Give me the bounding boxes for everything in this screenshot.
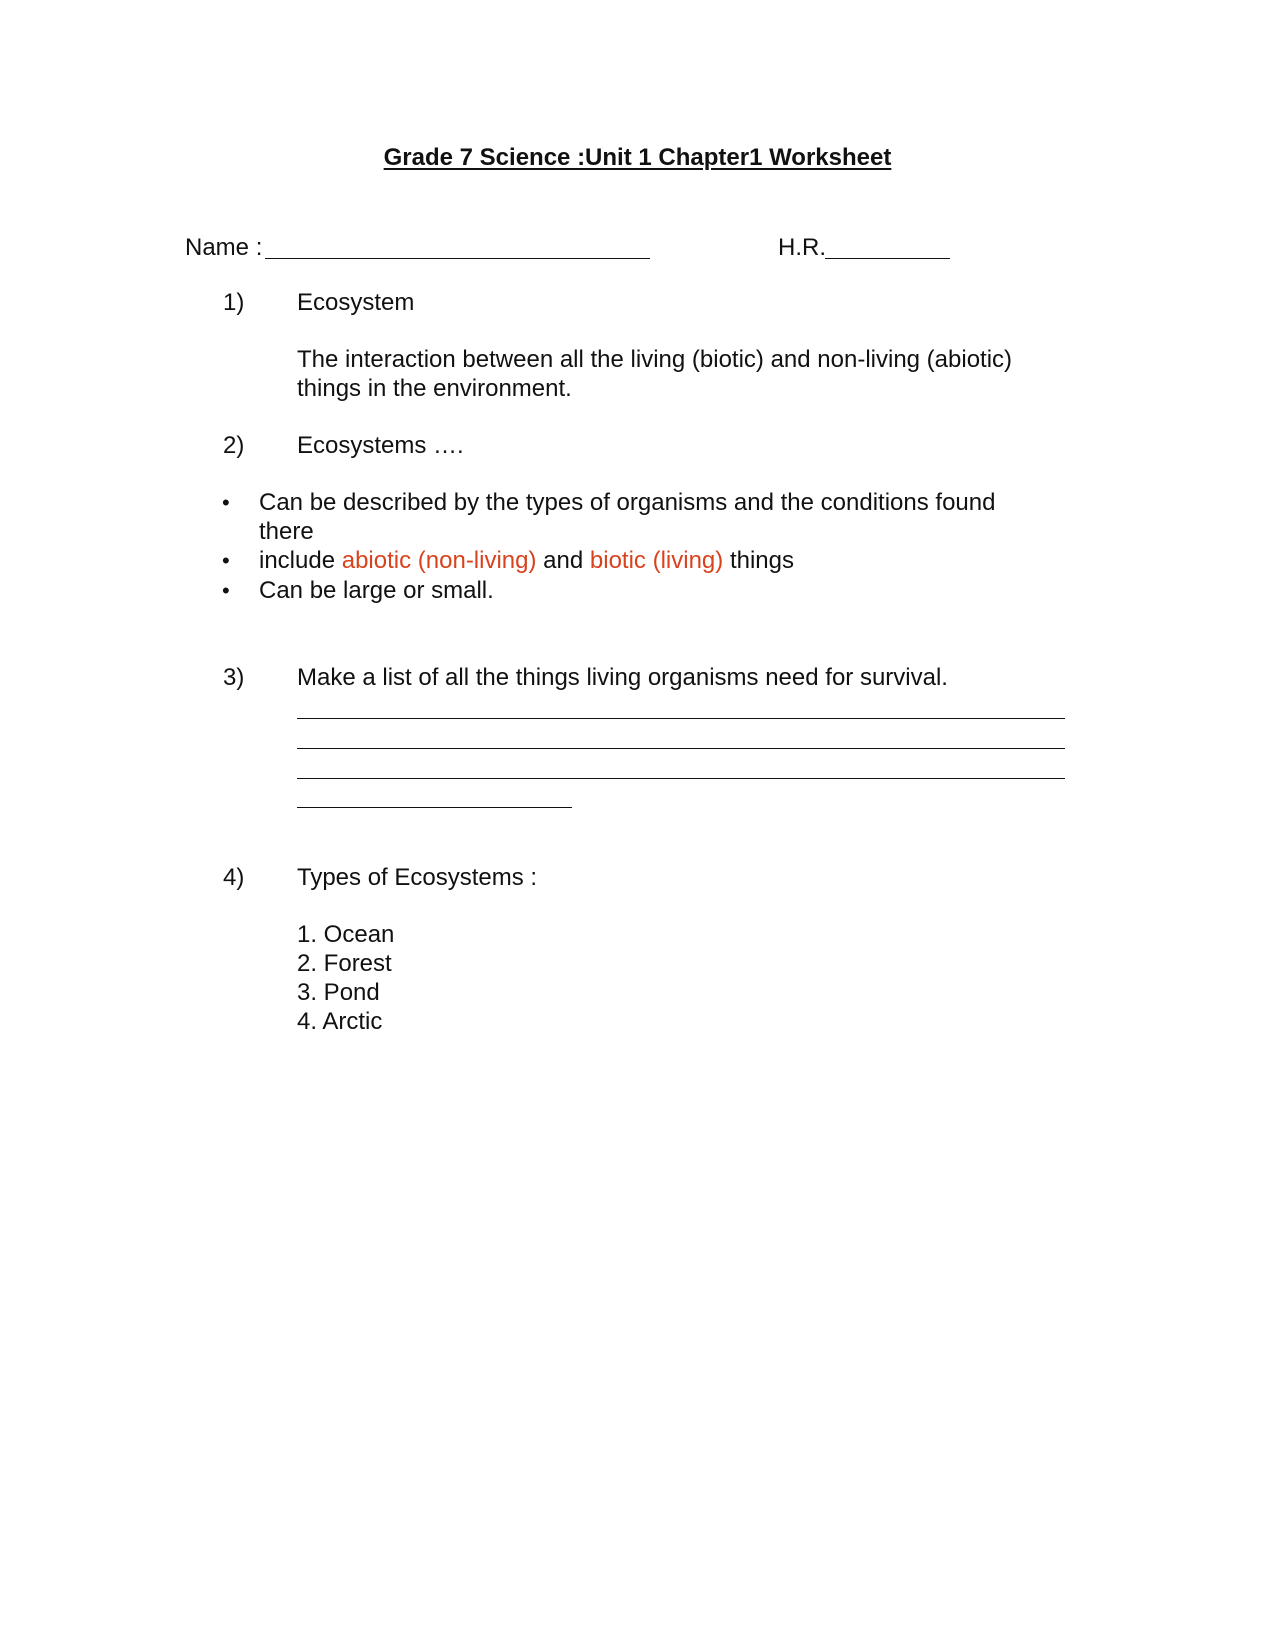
section-2-number: 2) xyxy=(223,432,245,459)
section-1-heading: Ecosystem xyxy=(297,289,415,316)
answer-line-2[interactable] xyxy=(297,748,1065,749)
name-blank[interactable] xyxy=(265,258,650,259)
bullet-icon: • xyxy=(222,578,230,603)
section-2-heading: Ecosystems …. xyxy=(297,432,464,459)
bullet-icon: • xyxy=(222,548,230,573)
worksheet-title: Grade 7 Science :Unit 1 Chapter1 Worksheet xyxy=(383,144,892,171)
name-label: Name : xyxy=(185,234,263,261)
section-3-question: Make a list of all the things living organisms need for survival. xyxy=(297,664,948,691)
bullet-1-line-1: Can be described by the types of organisms and the conditions found xyxy=(259,489,996,516)
answer-line-3[interactable] xyxy=(297,778,1065,779)
section-3-number: 3) xyxy=(223,664,245,691)
bullet-2-pre: include xyxy=(259,547,336,574)
section-1-definition-line-1: The interaction between all the living (biotic) and non-living (abiotic) xyxy=(297,346,1013,373)
ecosystem-list-item: 4. Arctic xyxy=(297,1008,383,1035)
ecosystem-list-item: 2. Forest xyxy=(297,950,392,977)
bullet-1-line-2: there xyxy=(259,518,314,545)
bullet-icon: • xyxy=(222,490,230,515)
section-4-number: 4) xyxy=(223,864,245,891)
ecosystem-list-item: 1. Ocean xyxy=(297,921,395,948)
bullet-2-post: things xyxy=(729,547,794,574)
bullet-3-text: Can be large or small. xyxy=(259,577,494,604)
bullet-2-mid: and xyxy=(543,547,584,574)
section-1-definition-line-2: things in the environment. xyxy=(297,375,572,402)
section-4-heading: Types of Ecosystems : xyxy=(297,864,538,891)
bullet-2-text xyxy=(259,546,794,576)
ecosystem-list-item: 3. Pond xyxy=(297,979,380,1006)
hr-label: H.R. xyxy=(778,234,826,261)
answer-line-1[interactable] xyxy=(297,718,1065,719)
biotic-highlight: biotic (living) xyxy=(589,547,724,574)
section-1-number: 1) xyxy=(223,289,245,316)
answer-line-4[interactable] xyxy=(297,807,572,808)
hr-blank[interactable] xyxy=(825,258,950,259)
abiotic-highlight: abiotic (non-living) xyxy=(341,547,537,574)
